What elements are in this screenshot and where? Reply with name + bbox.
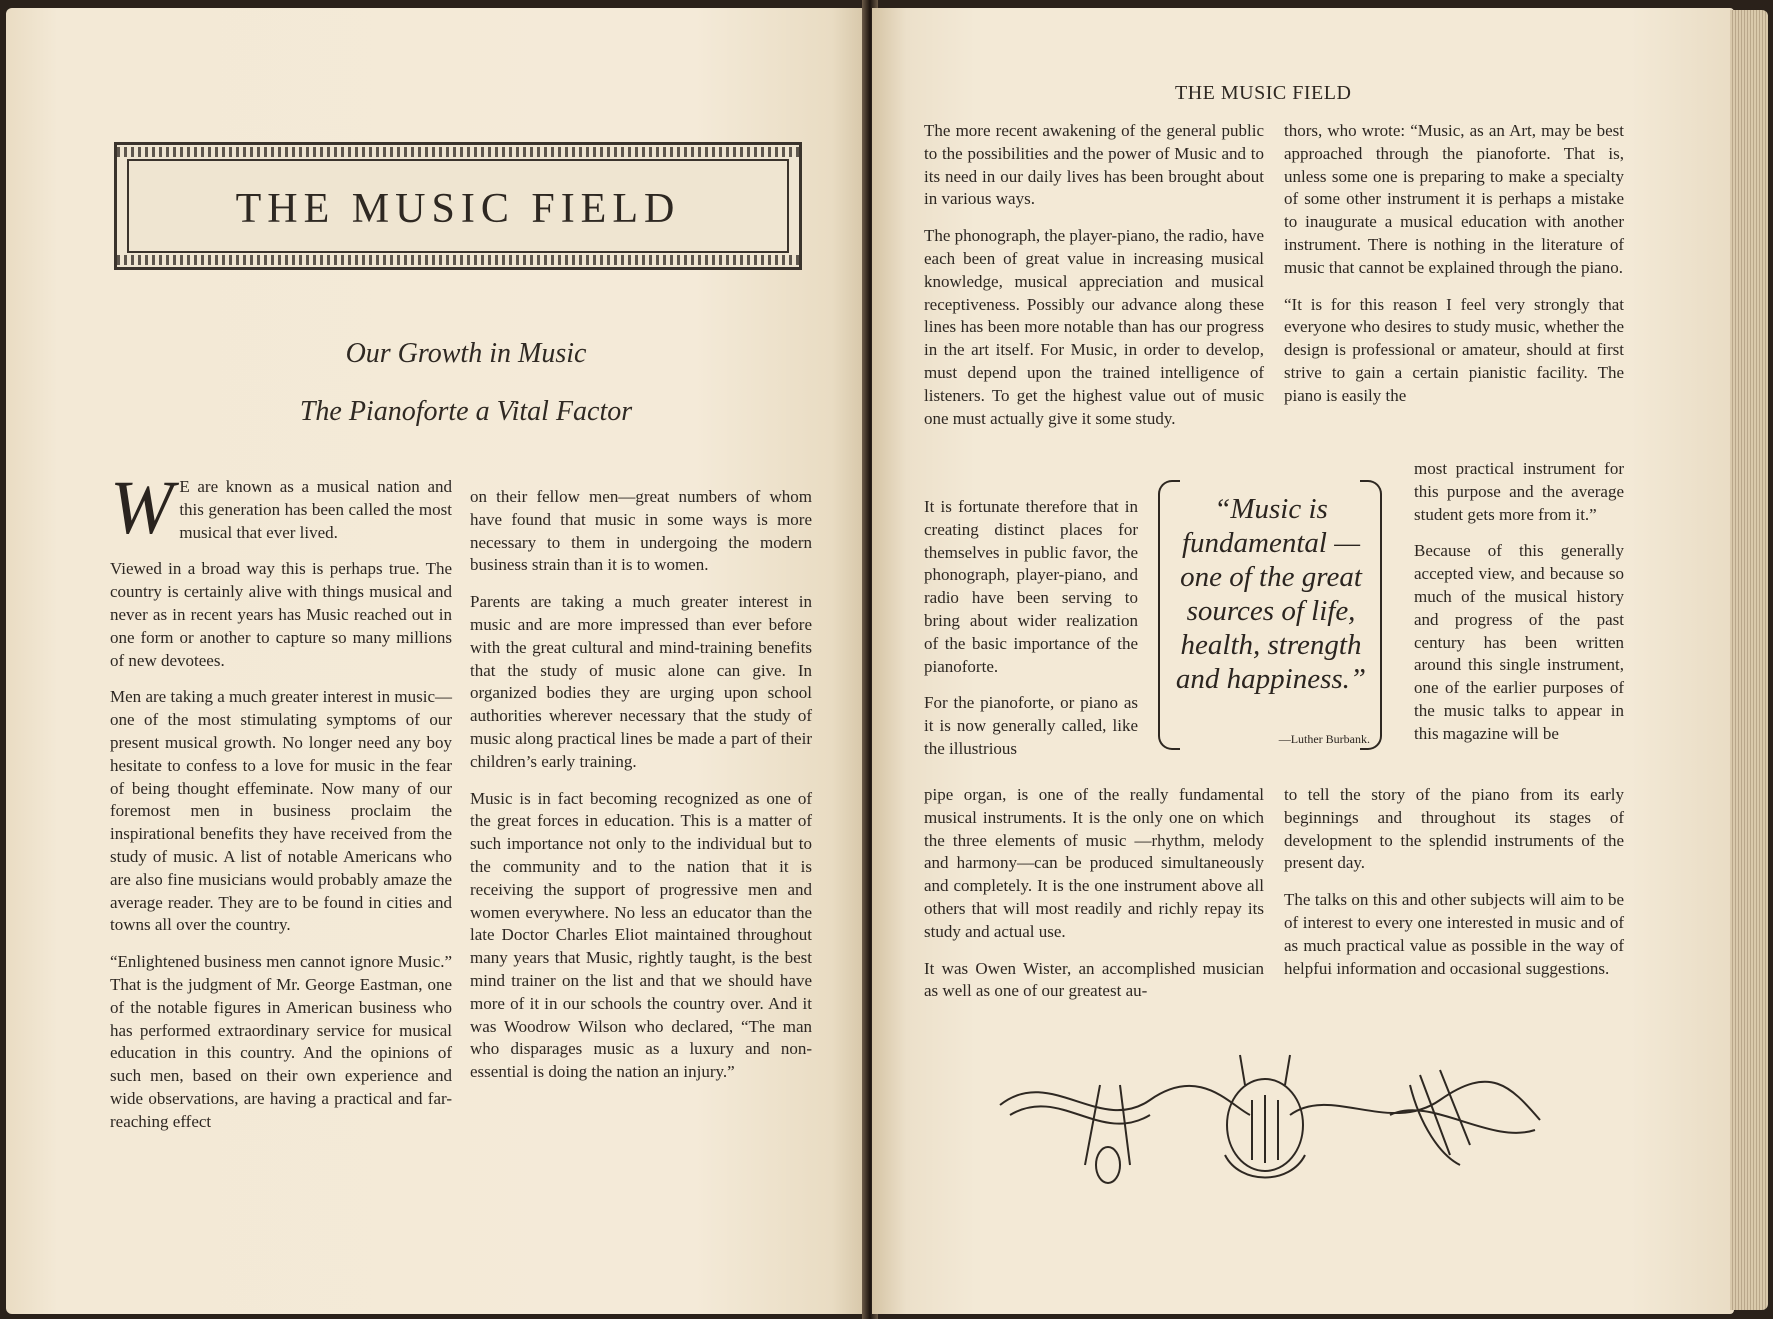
paragraph: The phonograph, the player-piano, the radio, have each been of great value in increasing musical knowledge, musical appreciation and musical receptiveness. Possibly our advance along these lines has been more notable than has our progress in the art itself. For Music, in order to develop, must depend upon the trained intelligence of listeners. To get the highest value out of music one must actually give it some study. [924, 226, 1265, 428]
paragraph: “It is for this reason I feel very strongly that everyone who desires to study music, whether the design is professional or amateur, should at first strive to gain a certain pianistic facility. The piano is easily the [1284, 294, 1624, 405]
paragraph: Music is in fact becoming recognized as one of the great forces in education. This is a matter of such importance not only to the individual but to the community and to the nation that it is receiving the support of progressive men and women everywhere. No less an educator than the late Doctor Charles Eliot maintained throughout many years that Music, rightly taught, is the best mind trainer on the list and that we should have more of it in our schools the country over. And it was Woodrow Wilson who declared, “The man who disparages music as a luxury and non-essential is doing the nation an injury.” [470, 788, 812, 1082]
paragraph-text: E are known as a musical nation and this generation has been called the most musical that ever lived. [179, 477, 452, 542]
banner-ornament-top [117, 147, 799, 157]
paragraph: most practical instrument for this purpose and the average student gets more from it.” [1414, 459, 1624, 524]
paragraph: Men are taking a much greater interest in music—one of the most stimulating symptoms of our present musical growth. No longer need any boy hesitate to confess to a love for music in the fear of being thought effeminate. Now many of our foremost men in business proclaim the inspirational benefits they have received from the study of music. A list of notable Americans who are also fine musicians would probably amaze the average reader. They are to be found in cities and towns all over the country. [110, 687, 452, 935]
running-head: THE MUSIC FIELD [1175, 82, 1352, 104]
banner-ornament-bottom [117, 255, 799, 265]
paragraph: thors, who wrote: “Music, as an Art, may be best approached through the pianoforte. That is, unless some one is preparing to make a specialty of some other instrument it is perhaps a mistake to inaugurate a musical education with another instrument. There is nothing in the literature of music that cannot be explained through the piano. [1284, 121, 1624, 277]
right-column-2-bottom [1284, 784, 1624, 994]
banner-title: THE MUSIC FIELD [235, 186, 681, 232]
paragraph: The talks on this and other subjects will aim to be of interest to every one interested in music and of as much practical value as possible in the way of helpfui information and occasional suggestions. [1284, 890, 1624, 978]
left-column-1 [110, 466, 452, 1148]
pull-quote-text: “Music is fundamental — one of the great sources of life, health, strength and happiness.” [1175, 493, 1367, 695]
paragraph: pipe organ, is one of the really fundamental musical instruments. It is the only one on which the three elements of music —rhythm, melody and harmony—can be produced simultaneously and completely. It is the one instrument above all others that will most readily and richly repay its study and actual use. [924, 785, 1264, 941]
paragraph: to tell the story of the piano from its early beginnings and throughout its stages of development to the splendid instruments of the present day. [1284, 785, 1624, 873]
right-column-1-side [924, 496, 1138, 775]
paragraph: Because of this generally accepted view, and because so much of the musical history and progress of the past century has been written around this single instrument, one of the earlier purposes of the music talks to appear in this magazine will be [1414, 541, 1624, 743]
left-column-2 [470, 486, 812, 1098]
paragraph: Viewed in a broad way this is perhaps true. The country is certainly alive with things musical and never as in recent years has Music reached out in one form or another to capture so many millions of new devotees. [110, 559, 452, 670]
left-page [6, 8, 866, 1314]
paragraph: “Enlightened business men cannot ignore Music.” That is the judgment of Mr. George Eastman, one of the notable figures in American business who has performed extraordinary service for musical education in this country. And the opinions of such men, based on their own experience and wide observations, are having a practical and far-reaching effect [110, 952, 452, 1131]
article-headline: Our Growth in Music [345, 338, 587, 369]
paragraph: on their fellow men—great numbers of whom have found that music in some ways is more necessary to them in undergoing the modern business strain than it is to women. [470, 487, 812, 575]
page-edges [1730, 10, 1768, 1310]
section-banner [114, 142, 802, 270]
right-column-1-bottom [924, 784, 1264, 1017]
pull-quote [1162, 480, 1372, 765]
paragraph: For the pianoforte, or piano as it is now generally called, like the illustrious [924, 693, 1138, 758]
drop-cap: W [110, 466, 174, 550]
paragraph: Parents are taking a much greater interest in music and are more impressed than ever before with the great cultural and mind-training benefits that the study of music alone can give. In organized bodies they are urging upon school authorities wherever necessary that the study of music along practical lines be made a part of their children’s early training. [470, 592, 812, 771]
paragraph: The more recent awakening of the general public to the possibilities and the power of Music and to its need in our daily lives has been brought about in various ways. [924, 121, 1264, 209]
paragraph [110, 466, 452, 550]
paragraph: It was Owen Wister, an accomplished musician as well as one of our greatest au- [924, 958, 1264, 1001]
pull-quote-attribution: —Luther Burbank. [1278, 732, 1370, 746]
lyre-ornament-icon [990, 1045, 1550, 1195]
right-column-2-side [1414, 458, 1624, 760]
paragraph: It is fortunate therefore that in creating distinct places for themselves in public favor, the phonograph, player-piano, and radio have been serving to bring about wider realization of the basic importance of the pianoforte. [924, 497, 1138, 676]
right-column-1-top [924, 120, 1264, 444]
article-subheadline: The Pianoforte a Vital Factor [299, 396, 633, 427]
right-column-2-top [1284, 120, 1624, 422]
